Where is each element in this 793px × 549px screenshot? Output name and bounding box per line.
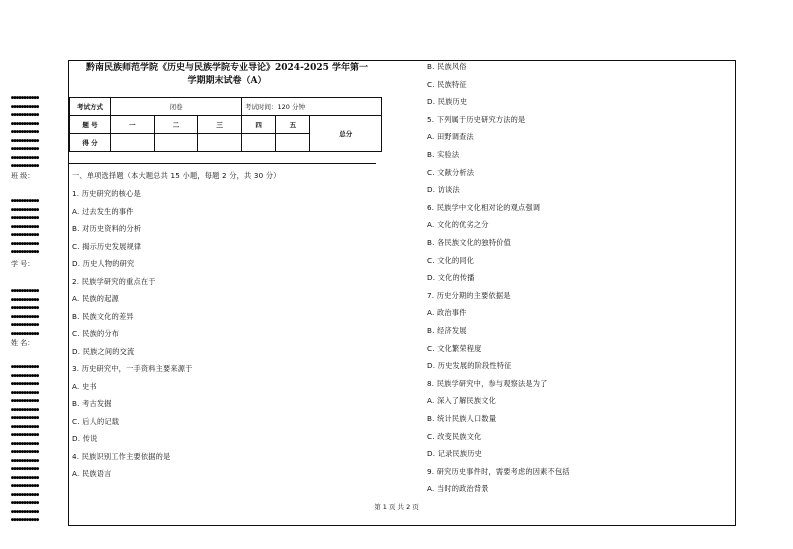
exam-title — [72, 62, 382, 88]
question-line: 6. 民族学中文化相对论的观点强调 — [427, 202, 541, 212]
option-line: A. 田野调查法 — [427, 132, 474, 142]
option-line: C. 后人的记载 — [72, 416, 120, 426]
question-line: 8. 民族学研究中，参与观察法是为了 — [427, 378, 548, 388]
exam-title-line2: 学期期末试卷（A） — [187, 76, 267, 86]
option-line: D. 历史发展的阶段性特征 — [427, 361, 512, 371]
option-line: C. 文献分析法 — [427, 167, 475, 177]
option-line: B. 统计民族人口数量 — [427, 414, 497, 423]
col-4: 四 — [242, 116, 276, 134]
total-label: 总分 — [310, 116, 382, 152]
option-line: B. 对历史资料的分析 — [72, 224, 142, 233]
option-line: A. 过去发生的事件 — [72, 206, 134, 216]
student-id-label: 学 号： — [11, 260, 35, 268]
question-line: 7. 历史分期的主要依据是 — [427, 290, 511, 300]
option-line: C. 文化繁荣程度 — [427, 343, 482, 353]
binding-dots-middle: ●●●●●●●●●●● ●●●●●●●●●●● ●●●●●●●●●●● ●●●●●●●●●●● ●●●●●●●●●●● ●●●●●●●●●●● — [11, 288, 39, 337]
section-heading: 一、单项选择题（本大题总共 15 小题，每题 2 分，共 30 分） — [72, 171, 281, 180]
exam-method-label: 考试方式 — [70, 98, 111, 116]
option-line: C. 文化的同化 — [427, 255, 475, 265]
option-line: A. 民族的起源 — [72, 294, 119, 303]
question-line: 5. 下列属于历史研究方法的是 — [427, 114, 526, 124]
option-line: C. 民族的分布 — [72, 329, 120, 338]
col-3: 三 — [198, 116, 242, 134]
option-line: B. 民族风俗 — [427, 62, 467, 71]
option-line: D. 记录民族历史 — [427, 449, 483, 459]
option-line: B. 民族文化的差异 — [72, 311, 134, 321]
option-line: D. 文化的传播 — [427, 273, 475, 283]
col-5: 五 — [276, 116, 310, 134]
score-cell-5[interactable] — [276, 134, 310, 152]
option-line: B. 实验法 — [427, 150, 460, 159]
score-table — [69, 97, 382, 152]
option-line: B. 各民族文化的独特价值 — [427, 238, 511, 247]
score-cell-4[interactable] — [242, 134, 276, 152]
question-line: 3. 历史研究中，一手资料主要来源于 — [72, 364, 193, 373]
option-line: A. 文化的优劣之分 — [427, 220, 489, 230]
page-footer: 第 1 页 共 2 页 — [374, 503, 419, 511]
option-line: A. 当时的政治背景 — [427, 484, 489, 494]
col-1: 一 — [111, 116, 155, 134]
option-line: D. 民族之间的交流 — [72, 346, 135, 356]
score-cell-1[interactable] — [111, 134, 155, 152]
score-label: 得 分 — [70, 134, 111, 152]
question-line: 9. 研究历史事件时，需要考虑的因素不包括 — [427, 466, 570, 476]
exam-time: 考试时间：120 分钟 — [242, 98, 382, 116]
question-number-label: 题 号 — [70, 116, 111, 134]
binding-dots-upper: ●●●●●●●●●●● ●●●●●●●●●●● ●●●●●●●●●●● ●●●●●●●●●●● ●●●●●●●●●●● ●●●●●●●●●●● ●●●●●●●●●●● — [11, 198, 39, 255]
option-line: D. 历史人物的研究 — [72, 259, 135, 268]
option-line: D. 访谈法 — [427, 185, 460, 195]
option-line: B. 经济发展 — [427, 326, 467, 335]
option-line: A. 政治事件 — [427, 308, 467, 318]
option-line: A. 史书 — [72, 381, 97, 391]
binding-dots-top: ●●●●●●●●●●● ●●●●●●●●●●● ●●●●●●●●●●● ●●●●●●●●●●● ●●●●●●●●●●● ●●●●●●●●●●● ●●●●●●●●●●● ●●●●●●●●●●● ●●●●●●●●●●● — [11, 95, 39, 169]
name-label: 姓 名： — [11, 339, 35, 347]
option-line: C. 民族特征 — [427, 79, 467, 89]
option-line: D. 民族历史 — [427, 97, 468, 107]
question-line: 4. 民族识别工作主要依据的是 — [72, 451, 171, 461]
option-line: A. 深入了解民族文化 — [427, 396, 497, 406]
exam-title-line1: 黔南民族师范学院《历史与民族学院专业导论》2024-2025 学年第一 — [86, 63, 368, 73]
option-line: A. 民族语言 — [72, 469, 112, 478]
separator-line — [69, 163, 376, 164]
score-cell-3[interactable] — [198, 134, 242, 152]
exam-method-value: 闭卷 — [111, 98, 242, 116]
score-cell-2[interactable] — [154, 134, 198, 152]
question-line: 1. 历史研究的核心是 — [72, 189, 141, 198]
question-line: 2. 民族学研究的重点在于 — [72, 276, 156, 286]
option-line: D. 传说 — [72, 434, 98, 443]
option-line: C. 揭示历史发展规律 — [72, 241, 142, 251]
class-label: 班 级： — [11, 172, 35, 180]
binding-dots-lower: ●●●●●●●●●●● ●●●●●●●●●●● ●●●●●●●●●●● ●●●●●●●●●●● ●●●●●●●●●●● ●●●●●●●●●●● ●●●●●●●●●●● ●●●●●●●●●●● ●●●●●●●●●●● ●●●●●●●●●●● ●●●●●●●●●●● ●●●●●●●●●●● ●●●●●●●●●●● ●●●●●●●●●●● ●●●●●●●●●●● ●●●●●●●●●●● ●●●●●●●●●●● ●●●●●●●●●●● ●●●●●●●●●●● — [11, 364, 39, 523]
option-line: C. 改变民族文化 — [427, 431, 482, 441]
col-2: 二 — [154, 116, 198, 134]
option-line: B. 考古发掘 — [72, 399, 112, 408]
